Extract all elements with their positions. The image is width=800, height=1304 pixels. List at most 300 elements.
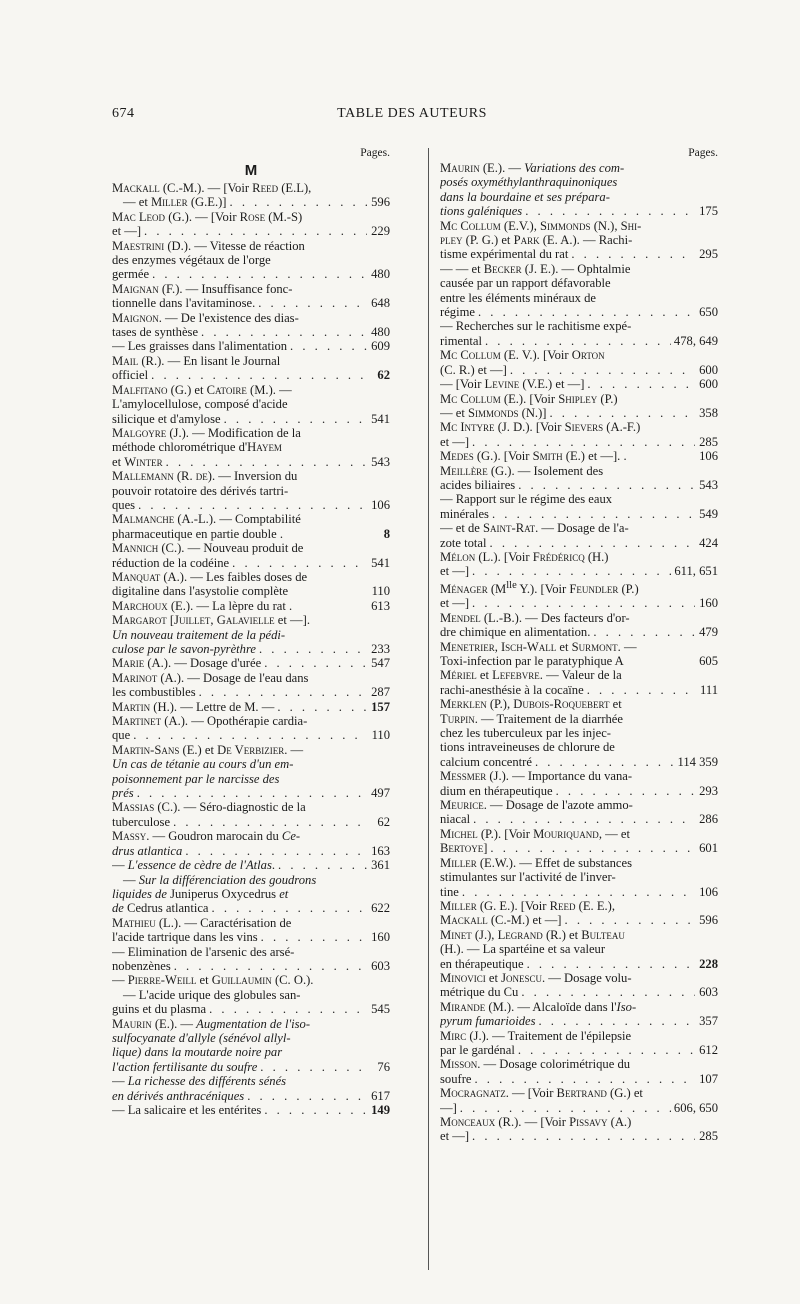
entry-line <box>440 971 718 985</box>
entry-text: tions intraveineuses de chlorure de <box>440 740 615 755</box>
entry-line <box>440 1029 718 1043</box>
entry-text: Mc Collum (E.V.), Simmonds (N.), Shi- <box>440 218 642 233</box>
entry-text: niacal <box>440 812 471 827</box>
index-entry <box>112 714 390 743</box>
index-entry <box>440 769 718 798</box>
entry-line <box>440 625 718 639</box>
entry-line <box>440 305 718 319</box>
entry-text: pley (P. G.) et Park (E. A.). — Rachi- <box>440 233 633 248</box>
entry-line <box>112 195 390 209</box>
page-number: 674 <box>112 106 135 121</box>
entry-text: Malfitano (G.) et Catoire (M.). — <box>112 382 292 397</box>
entry-line <box>112 815 390 829</box>
page-reference: 603 <box>371 958 390 973</box>
entry-line <box>112 930 390 944</box>
entry-text: Monceaux (R.). — [Voir Pissavy (A.) <box>440 1115 632 1129</box>
entry-line <box>112 757 390 771</box>
page-reference: 480 <box>371 267 390 282</box>
entry-line <box>440 769 718 783</box>
page-reference: 480 <box>371 325 390 340</box>
entry-line <box>440 1101 718 1115</box>
page-reference: 160 <box>371 930 390 945</box>
entry-line <box>440 1115 718 1129</box>
entry-line <box>440 449 718 463</box>
entry-text: — et Miller (G.E.)] <box>123 195 227 210</box>
dot-leader <box>518 478 695 492</box>
entry-text: et Winter <box>112 454 163 469</box>
entry-line <box>112 945 390 959</box>
page-reference: 175 <box>699 204 718 219</box>
entry-line <box>440 640 718 654</box>
entry-list <box>112 181 390 1117</box>
dot-leader <box>209 1002 367 1016</box>
entry-line <box>112 253 390 267</box>
entry-line <box>112 1045 390 1059</box>
index-entry <box>112 282 390 311</box>
entry-text: — L'acide urique des globules san- <box>123 987 301 1002</box>
dot-leader <box>521 985 695 999</box>
dot-leader <box>587 377 695 391</box>
dot-leader <box>593 625 695 639</box>
entry-text: sulfocyanate d'allyle (sénévol allyl- <box>112 1030 291 1045</box>
entry-text: rimental <box>440 333 482 348</box>
entry-text: poisonnement par le narcisse des <box>112 771 280 786</box>
entry-line <box>112 556 390 570</box>
dot-leader <box>472 596 695 610</box>
entry-text: et —] <box>440 596 470 611</box>
entry-text: Mélon (L.). [Voir Frédéricq (H.) <box>440 549 609 564</box>
dot-leader <box>174 959 367 973</box>
index-entry <box>112 829 390 915</box>
entry-text: L'amylocellulose, composé d'acide <box>112 397 288 412</box>
index-entry <box>112 512 390 541</box>
entry-text: — Recherches sur le rachitisme expé- <box>440 319 632 334</box>
entry-text: culose par le savon-pyrèthre <box>112 642 256 656</box>
dot-leader <box>133 728 367 742</box>
entry-text: Minovici et Jonescu. — Dosage volu- <box>440 970 632 985</box>
entry-line <box>112 973 390 987</box>
entry-line <box>440 668 718 682</box>
entry-text: Marchoux (E.). — La lèpre du rat . <box>112 598 293 613</box>
page-reference: 543 <box>699 477 718 492</box>
entry-line <box>112 800 390 814</box>
entry-text: Michel (P.). [Voir Mouriquand, — et <box>440 826 630 841</box>
entry-line <box>112 455 390 469</box>
entry-text: Maurin (E.). — Augmentation de l'iso- <box>112 1016 311 1031</box>
page-reference: 106 <box>699 884 718 899</box>
entry-text: prés <box>112 786 134 801</box>
page-reference: 611, 651 <box>674 564 718 579</box>
dot-leader <box>565 913 695 927</box>
page-reference: 479 <box>699 625 718 640</box>
index-entry <box>112 239 390 282</box>
index-entry <box>112 570 390 599</box>
page-reference: 606, 650 <box>673 1100 718 1115</box>
entry-line <box>112 527 390 541</box>
index-entry <box>112 1017 390 1118</box>
dot-leader <box>137 786 367 800</box>
entry-line <box>440 928 718 942</box>
entry-text: Mc Collum (E.). [Voir Shipley (P.) <box>440 391 618 406</box>
entry-line <box>112 728 390 742</box>
entry-text: tine <box>440 884 459 899</box>
page-reference: 285 <box>699 1129 718 1144</box>
entry-line <box>440 697 718 711</box>
dot-leader <box>473 812 695 826</box>
entry-text: Maignan (F.). — Insuffisance fonc- <box>112 281 293 296</box>
index-entry <box>440 640 718 669</box>
entry-text: nobenzènes <box>112 958 171 973</box>
entry-line <box>440 478 718 492</box>
index-entry <box>440 668 718 697</box>
entry-line <box>112 786 390 800</box>
dot-leader <box>259 642 367 656</box>
entry-line <box>112 901 390 915</box>
entry-text: Manquat (A.). — Les faibles doses de <box>112 569 308 584</box>
entry-text: Malgoyre (J.). — Modification de la <box>112 425 301 440</box>
entry-text: officiel <box>112 368 149 383</box>
page-reference: 478, 649 <box>673 333 718 348</box>
entry-line <box>112 685 390 699</box>
entry-text: causée par un rapport défavorable <box>440 276 611 291</box>
dot-leader <box>474 1072 695 1086</box>
entry-text: tases de synthèse <box>112 325 199 340</box>
entry-line <box>440 348 718 362</box>
entry-text: — La richesse des différents sénés <box>112 1074 287 1089</box>
dot-leader <box>490 536 695 550</box>
entry-text: Bertoye] <box>440 841 488 856</box>
entry-text: métrique du Cu <box>440 985 519 1000</box>
entry-line <box>440 1129 718 1143</box>
dot-leader <box>549 406 695 420</box>
entry-line <box>112 599 390 613</box>
entry-text: — Rapport sur le régime des eaux <box>440 492 613 507</box>
entry-text: Mac Leod (G.). — [Voir Rose (M.-S) <box>112 209 303 224</box>
page-reference: 111 <box>700 682 718 697</box>
entry-text: Mirc (J.). — Traitement de l'épilepsie <box>440 1028 632 1043</box>
index-entry <box>112 800 390 829</box>
entry-text: lique) dans la moutarde noire par <box>112 1045 283 1060</box>
entry-text: calcium concentré <box>440 754 532 769</box>
dot-leader <box>525 204 695 218</box>
entry-line <box>440 291 718 305</box>
index-entry <box>112 354 390 383</box>
dot-leader <box>492 507 695 521</box>
page-reference: 609 <box>371 339 390 354</box>
entry-line <box>440 190 718 204</box>
entry-line <box>440 683 718 697</box>
page-reference: 650 <box>699 305 718 320</box>
page-reference: 543 <box>371 454 390 469</box>
entry-line <box>112 469 390 483</box>
index-entry <box>440 348 718 391</box>
entry-text: pyrum fumarioides <box>440 1014 536 1029</box>
entry-text: l'acide tartrique dans les vins <box>112 930 258 945</box>
index-entry <box>112 613 390 656</box>
index-entry <box>440 219 718 349</box>
page-reference: 547 <box>371 656 390 671</box>
entry-line <box>112 426 390 440</box>
page-reference: 285 <box>699 434 718 449</box>
page-reference: 617 <box>371 1088 390 1103</box>
entry-line <box>440 1057 718 1071</box>
dot-leader <box>247 1089 367 1103</box>
page-reference: 233 <box>371 642 390 656</box>
entry-line <box>112 844 390 858</box>
page-reference: 295 <box>699 247 718 262</box>
index-entry <box>440 420 718 449</box>
page-reference: 228 <box>699 956 718 971</box>
entry-text: Mallemann (R. de). — Inversion du <box>112 469 298 484</box>
dot-leader <box>478 305 695 319</box>
dot-leader <box>138 498 367 512</box>
entry-line <box>112 412 390 426</box>
page-reference: 603 <box>699 985 718 1000</box>
page-reference: 157 <box>371 699 390 714</box>
index-entry <box>440 464 718 550</box>
entry-text: Misson. — Dosage colorimétrique du <box>440 1057 631 1072</box>
entry-text: de Cedrus atlantica <box>112 901 209 916</box>
entry-line <box>440 985 718 999</box>
entry-line <box>112 267 390 281</box>
page-reference: 107 <box>699 1071 718 1086</box>
entry-text: Ménager ($M^{lle}$ Y.). [Voir Feundler (P.) <box>440 579 639 596</box>
page-reference: 358 <box>699 405 718 420</box>
page-reference: 106 <box>371 497 390 512</box>
index-entry <box>440 611 718 640</box>
dot-leader <box>144 224 367 238</box>
entry-line <box>112 397 390 411</box>
entry-text: liquides de Juniperus Oxycedrus et <box>112 886 289 901</box>
page-reference: 286 <box>699 812 718 827</box>
entry-text: Maestrini (D.). — Vitesse de réaction <box>112 238 305 253</box>
entry-text: Mendel (L.-B.). — Des facteurs d'or- <box>440 610 630 625</box>
index-entry <box>440 1086 718 1115</box>
entry-text: — La salicaire et les entérites <box>112 1103 262 1117</box>
dot-leader <box>230 195 367 209</box>
entry-line <box>440 712 718 726</box>
entry-line <box>112 210 390 224</box>
entry-line <box>112 512 390 526</box>
entry-line <box>112 628 390 642</box>
entry-line <box>112 873 390 887</box>
entry-line <box>440 536 718 550</box>
index-entry <box>112 210 390 239</box>
entry-line <box>440 507 718 521</box>
entry-text: par le gardénal <box>440 1042 515 1057</box>
entry-text: Medes (G.). [Voir Smith (E.) et —]. . <box>440 449 627 464</box>
index-entry <box>112 599 390 613</box>
entry-line <box>440 596 718 610</box>
entry-text: — et Simmonds (N.)] <box>440 405 547 420</box>
entry-text: et —] <box>440 1129 470 1144</box>
entry-text: — L'essence de cèdre de l'Atlas. <box>112 858 276 873</box>
page-reference: 545 <box>371 1002 390 1017</box>
entry-line <box>440 161 718 175</box>
entry-line <box>112 714 390 728</box>
entry-line <box>440 1000 718 1014</box>
entry-line <box>440 319 718 333</box>
entry-text: et —] <box>112 224 142 239</box>
page-reference: 600 <box>699 362 718 377</box>
page-reference: 424 <box>699 535 718 550</box>
entry-line <box>440 899 718 913</box>
entry-text: Meillère (G.). — Isolement des <box>440 463 604 478</box>
entry-line <box>440 827 718 841</box>
entry-text: tisme expérimental du rat <box>440 247 569 262</box>
entry-line <box>440 957 718 971</box>
entry-line <box>112 959 390 973</box>
entry-text: entre les éléments minéraux de <box>440 290 596 305</box>
entry-text: (C. R.) et —] <box>440 362 507 377</box>
page-reference: 229 <box>371 224 390 239</box>
entry-line <box>440 420 718 434</box>
entry-line <box>112 656 390 670</box>
page-reference: 613 <box>371 598 390 613</box>
entry-line <box>112 570 390 584</box>
entry-text: dans la bourdaine et ses prépara- <box>440 189 610 204</box>
page-reference: 163 <box>371 843 390 858</box>
dot-leader <box>490 841 695 855</box>
dot-leader <box>224 412 367 426</box>
dot-leader <box>510 363 695 377</box>
index-entry <box>112 426 390 469</box>
entry-line <box>440 726 718 740</box>
dot-leader <box>258 296 367 310</box>
entry-line <box>112 1002 390 1016</box>
page-reference: 149 <box>371 1103 390 1117</box>
index-entry <box>112 656 390 670</box>
page-reference: 114 359 <box>677 754 718 769</box>
entry-line <box>112 829 390 843</box>
entry-text: réduction de la codéine <box>112 555 230 570</box>
entry-text: Mathieu (L.). — Caractérisation de <box>112 915 292 930</box>
entry-text: méthode chlorométrique d'Hayem <box>112 440 282 455</box>
entry-text: Malmanche (A.-L.). — Comptabilité <box>112 512 301 527</box>
pages-label: Pages. <box>688 147 718 159</box>
page-reference: 549 <box>699 506 718 521</box>
entry-text: rachi-anesthésie à la cocaïne <box>440 682 584 697</box>
entry-text: Turpin. — Traitement de la diarrhée <box>440 711 623 726</box>
entry-line <box>440 1086 718 1100</box>
index-entry <box>440 1115 718 1144</box>
entry-line <box>112 484 390 498</box>
entry-text: Mirande (M.). — Alcaloïde dans l'Iso- <box>440 999 637 1014</box>
dot-leader <box>472 564 671 578</box>
entry-line <box>112 642 390 656</box>
entry-line <box>440 870 718 884</box>
page-reference: 622 <box>371 901 390 916</box>
entry-line <box>440 550 718 564</box>
page-reference: 62 <box>377 368 390 383</box>
entry-line <box>440 564 718 578</box>
page-reference: 287 <box>371 685 390 700</box>
entry-line <box>112 613 390 627</box>
entry-text: les combustibles <box>112 685 196 700</box>
entry-text: Mackall (C.-M.). — [Voir Reed (E.L), <box>112 181 312 195</box>
entry-text: Mail (R.). — En lisant le Journal <box>112 353 281 368</box>
dot-leader <box>260 1060 367 1074</box>
dot-leader <box>277 700 367 714</box>
entry-line <box>112 1089 390 1103</box>
entry-line <box>112 1031 390 1045</box>
entry-text: minérales <box>440 506 489 521</box>
entry-line <box>440 464 718 478</box>
left-column <box>112 146 390 1117</box>
entry-line <box>112 541 390 555</box>
index-entry <box>440 827 718 856</box>
page-reference: 62 <box>377 814 390 829</box>
dot-leader <box>199 685 367 699</box>
entry-line <box>440 233 718 247</box>
page-reference: 596 <box>699 913 718 928</box>
dot-leader <box>472 435 695 449</box>
entry-line <box>440 812 718 826</box>
dot-leader <box>571 247 695 261</box>
entry-line <box>440 247 718 261</box>
index-entry <box>112 671 390 700</box>
entry-text: ques <box>112 497 136 512</box>
index-entry <box>440 697 718 769</box>
entry-line <box>440 262 718 276</box>
entry-line <box>440 798 718 812</box>
entry-line <box>440 885 718 899</box>
entry-line <box>440 175 718 189</box>
entry-line <box>440 1043 718 1057</box>
entry-text: guins et du plasma <box>112 1002 207 1017</box>
index-entry <box>440 449 718 463</box>
index-entry <box>440 798 718 827</box>
entry-line <box>112 311 390 325</box>
running-title: TABLE DES AUTEURS <box>337 106 487 121</box>
entry-text: et —] <box>440 434 470 449</box>
dot-leader <box>462 885 695 899</box>
entry-text: — Pierre-Weill et Guillaumin (C. O.). <box>112 973 314 988</box>
page-reference: 293 <box>699 783 718 798</box>
entry-line <box>440 579 718 597</box>
entry-text: — [Voir Levine (V.E.) et —] <box>440 377 585 392</box>
entry-text: stimulantes sur l'activité de l'inver- <box>440 870 616 885</box>
entry-line <box>112 916 390 930</box>
index-entry <box>440 1029 718 1058</box>
entry-line <box>440 784 718 798</box>
entry-line <box>440 406 718 420</box>
entry-line <box>112 224 390 238</box>
entry-line <box>440 377 718 391</box>
entry-text: Martin-Sans (E.) et De Verbizier. — <box>112 742 304 757</box>
dot-leader <box>472 1129 695 1143</box>
entry-line <box>112 1103 390 1117</box>
dot-leader <box>485 334 671 348</box>
entry-text: —] <box>440 1100 457 1115</box>
entry-line <box>440 841 718 855</box>
index-entry <box>440 928 718 971</box>
dot-leader <box>539 1014 696 1028</box>
entry-text: Mannich (C.). — Nouveau produit de <box>112 541 304 556</box>
entry-line <box>440 611 718 625</box>
index-entry <box>112 383 390 426</box>
dot-leader <box>556 784 695 798</box>
index-entry <box>440 161 718 219</box>
entry-line <box>112 1060 390 1074</box>
entry-text: — Sur la différenciation des goudrons <box>123 872 317 887</box>
entry-line <box>112 858 390 872</box>
entry-line <box>112 887 390 901</box>
entry-line <box>112 325 390 339</box>
index-entry <box>440 550 718 579</box>
page-reference: 361 <box>371 858 390 873</box>
entry-text: digitaline dans l'asystolie complète <box>112 584 289 599</box>
